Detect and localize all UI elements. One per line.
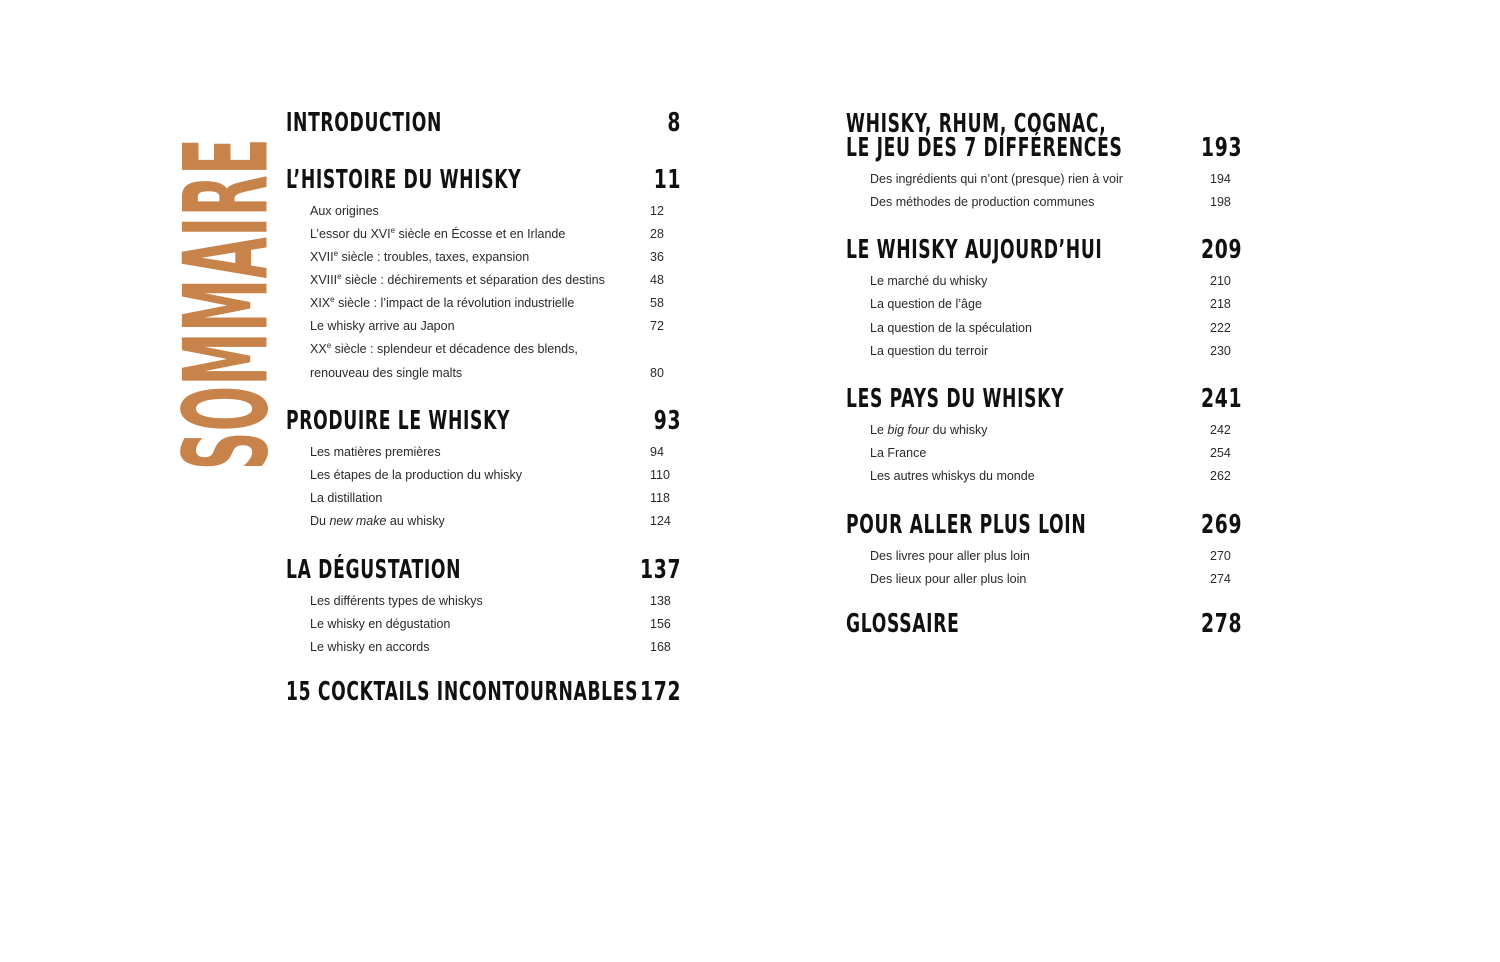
toc-item[interactable]: Les autres whiskys du monde: [870, 469, 1035, 483]
toc-item-page: 194: [1210, 172, 1231, 186]
toc-item-text: Le: [870, 423, 888, 437]
toc-heading-pays[interactable]: LES PAYS DU WHISKY: [846, 384, 1065, 414]
toc-item[interactable]: Des ingrédients qui n’ont (presque) rien à voir: [870, 172, 1123, 186]
toc-item-page: 94: [650, 445, 664, 459]
toc-item[interactable]: [870, 422, 987, 438]
toc-heading-page: 8: [667, 108, 681, 138]
toc-item-page: 270: [1210, 549, 1231, 563]
toc-item-page: 156: [650, 617, 671, 631]
toc-item-italic: big four: [887, 423, 930, 437]
toc-item-page: 230: [1210, 344, 1231, 358]
toc-item-text: XVII: [310, 250, 334, 264]
toc-item[interactable]: La question du terroir: [870, 344, 989, 358]
toc-item[interactable]: renouveau des single malts: [310, 366, 463, 380]
toc-item[interactable]: Les différents types de whiskys: [310, 594, 483, 608]
toc-item-text: XIX: [310, 296, 331, 310]
toc-heading-page: 269: [1200, 510, 1242, 540]
toc-item-text: au whisky: [386, 514, 445, 528]
toc-heading-differences-line1[interactable]: WHISKY, RHUM, COGNAC,: [846, 109, 1107, 139]
toc-item-text: siècle : splendeur et décadence des blends,: [331, 342, 578, 356]
toc-item-sup: e: [390, 225, 396, 235]
toc-heading-page: 11: [653, 165, 681, 195]
toc-item[interactable]: Les matières premières: [310, 445, 441, 459]
toc-item-page: 210: [1210, 274, 1231, 288]
toc-heading-page: 93: [653, 406, 681, 436]
toc-item[interactable]: La distillation: [310, 491, 383, 505]
toc-heading-page: 193: [1200, 133, 1242, 163]
toc-heading-glossaire[interactable]: GLOSSAIRE: [846, 609, 960, 639]
toc-item[interactable]: [310, 295, 574, 311]
toc-item-sup: e: [333, 248, 339, 258]
toc-heading-introduction[interactable]: INTRODUCTION: [286, 108, 442, 138]
toc-item-page: 12: [650, 204, 664, 218]
toc-heading-cocktails[interactable]: 15 COCKTAILS INCONTOURNABLES: [286, 677, 639, 707]
toc-item-text: XVIII: [310, 273, 338, 287]
toc-item[interactable]: [310, 272, 605, 288]
toc-heading-histoire[interactable]: L’HISTOIRE DU WHISKY: [286, 165, 522, 195]
toc-heading-page: 137: [639, 555, 681, 585]
toc-item[interactable]: Le whisky en dégustation: [310, 617, 451, 631]
toc-heading-page: 209: [1200, 235, 1242, 265]
toc-item-page: 124: [650, 514, 671, 528]
toc-item-page: 218: [1210, 297, 1231, 311]
toc-item[interactable]: [310, 226, 565, 242]
toc-item-text: siècle en Écosse et en Irlande: [395, 227, 566, 241]
toc-item-page: 118: [650, 491, 670, 505]
toc-item[interactable]: [310, 341, 578, 357]
toc-heading-page: 172: [639, 677, 681, 707]
toc-item-page: 168: [650, 640, 671, 654]
toc-item-page: 58: [650, 296, 664, 310]
toc-item-text: siècle : l’impact de la révolution industrielle: [334, 296, 575, 310]
toc-item-page: 138: [650, 594, 671, 608]
toc-item-page: 28: [650, 227, 664, 241]
toc-item-text: siècle : troubles, taxes, expansion: [338, 250, 530, 264]
toc-item-sup: e: [330, 294, 335, 304]
toc-item[interactable]: La question de la spéculation: [870, 321, 1032, 335]
toc-heading-produire[interactable]: PRODUIRE LE WHISKY: [286, 406, 511, 436]
toc-item[interactable]: La question de l’âge: [870, 297, 982, 311]
toc-item[interactable]: Le marché du whisky: [870, 274, 988, 288]
toc-item[interactable]: Le whisky en accords: [310, 640, 430, 654]
toc-item[interactable]: Des lieux pour aller plus loin: [870, 572, 1027, 586]
toc-item-page: 242: [1210, 423, 1231, 437]
toc-item-page: 254: [1210, 446, 1231, 460]
toc-item-page: 222: [1210, 321, 1231, 335]
toc-item[interactable]: Des livres pour aller plus loin: [870, 549, 1030, 563]
toc-heading-page: 241: [1200, 384, 1242, 414]
toc-item[interactable]: La France: [870, 446, 927, 460]
toc-item[interactable]: Des méthodes de production communes: [870, 195, 1095, 209]
sommaire-title: [159, 112, 294, 496]
toc-heading-differences-line2[interactable]: LE JEU DES 7 DIFFÉRENCES: [846, 133, 1123, 163]
toc-item-page: 274: [1210, 572, 1231, 586]
toc-item-text: L’essor du XVI: [310, 227, 391, 241]
toc-item-text: XX: [310, 342, 327, 356]
toc-heading-aujourdhui[interactable]: LE WHISKY AUJOURD’HUI: [846, 235, 1103, 265]
toc-item-text: du whisky: [929, 423, 988, 437]
toc-item-page: 48: [650, 273, 664, 287]
toc-item-text: siècle : déchirements et séparation des destins: [341, 273, 605, 287]
toc-item-text: Du: [310, 514, 330, 528]
toc-item-page: 262: [1210, 469, 1231, 483]
toc-item-sup: e: [337, 271, 342, 281]
toc-item[interactable]: Le whisky arrive au Japon: [310, 319, 455, 333]
toc-item-page: 110: [650, 468, 670, 482]
toc-heading-page: 278: [1200, 609, 1242, 639]
toc-item-page: 80: [650, 366, 664, 380]
toc-item[interactable]: Les étapes de la production du whisky: [310, 468, 522, 482]
toc-item-page: 72: [650, 319, 664, 333]
toc-heading-plusloin[interactable]: POUR ALLER PLUS LOIN: [846, 510, 1087, 540]
toc-heading-degustation[interactable]: LA DÉGUSTATION: [286, 555, 462, 585]
toc-item[interactable]: [310, 513, 445, 529]
toc-item-italic: new make: [329, 514, 387, 528]
toc-item-page: 36: [650, 250, 664, 264]
sommaire-title-text: SOMMAIRE: [159, 137, 294, 471]
toc-item[interactable]: Aux origines: [310, 204, 379, 218]
toc-item[interactable]: [310, 249, 529, 265]
toc-item-page: 198: [1210, 195, 1231, 209]
toc-item-sup: e: [326, 340, 332, 350]
